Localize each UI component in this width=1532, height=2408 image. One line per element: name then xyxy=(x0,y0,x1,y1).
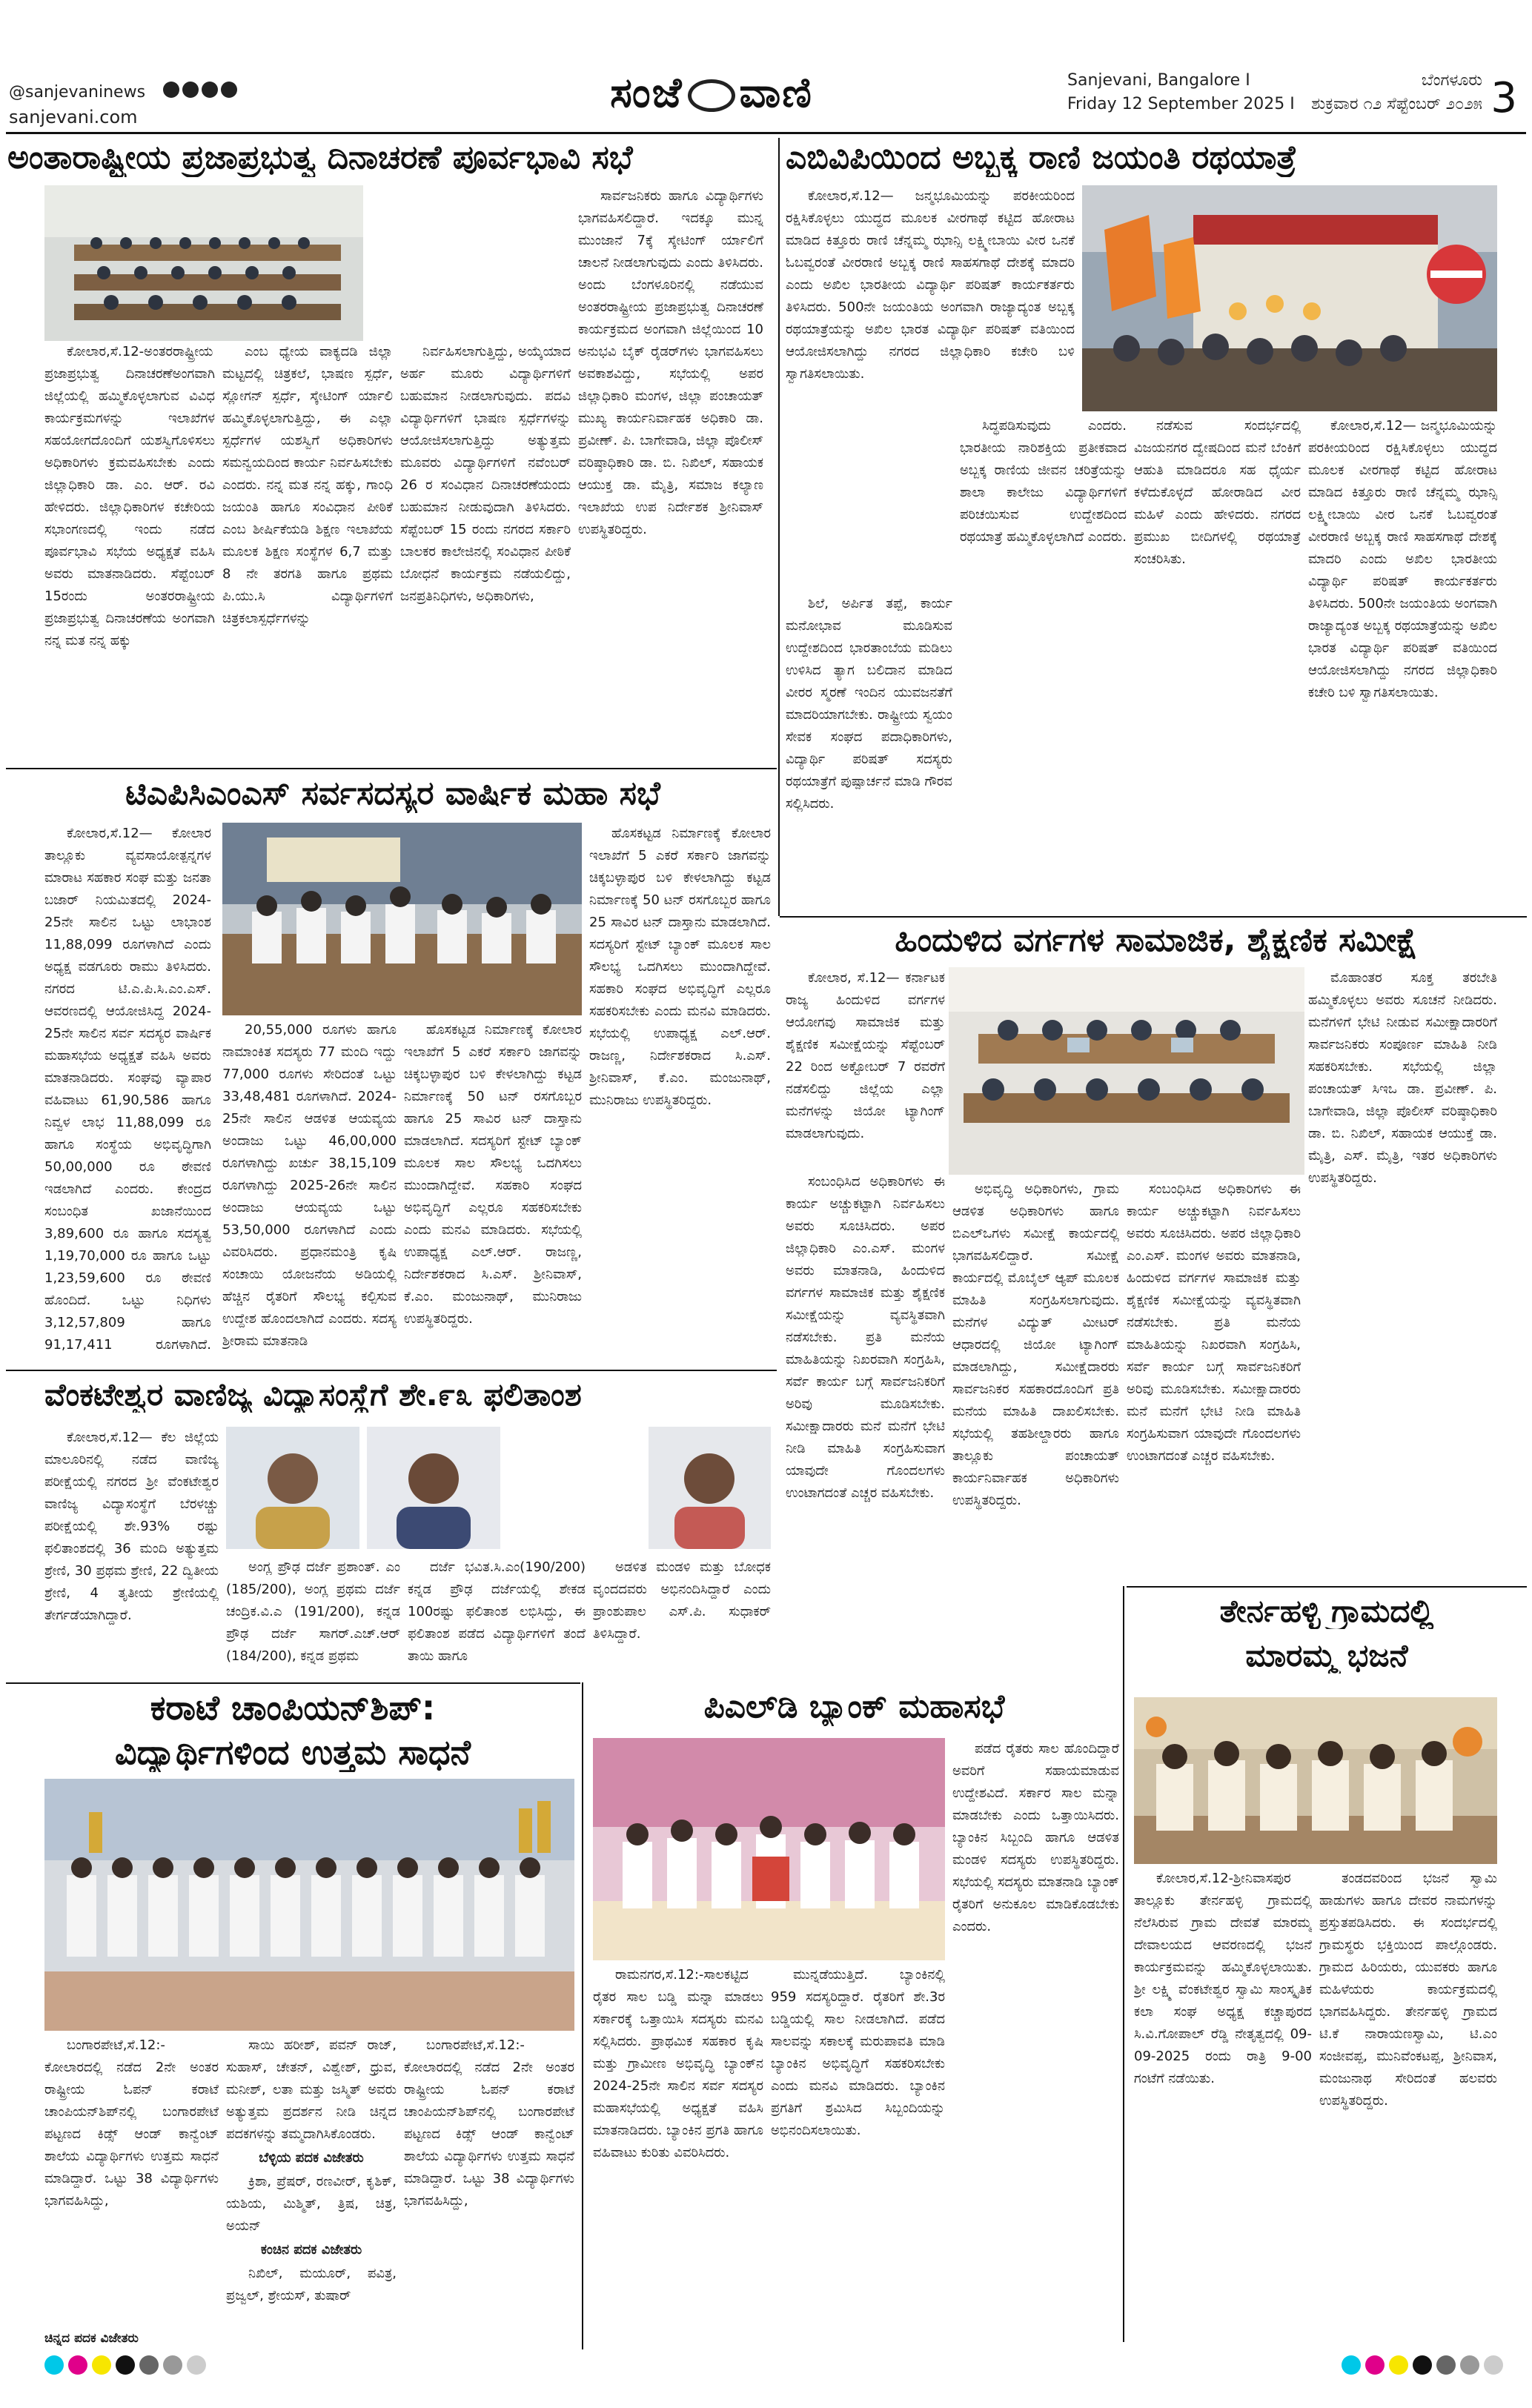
section-rule-5 xyxy=(1127,1586,1527,1588)
masthead-rule xyxy=(6,132,1526,134)
site-url: sanjevani.com xyxy=(9,107,138,127)
karate-group-image xyxy=(44,1779,574,2031)
maramma-column-1: ಕೋಲಾರ,ಸೆ.12-ಶ್ರೀನಿವಾಸಪುರ ತಾಲ್ಲೂಕು ತೇರ್ನಹಳ್ಳಿ ಗ್ರಾಮದಲ್ಲಿ ನೆಲೆಸಿರುವ ಗ್ರಾಮ ದೇವತೆ ಮಾರಮ್ಮ ದೇವಾಲಯದ ಆವರಣದಲ್ಲಿ ಭಜನೆ ಕಾರ್ಯಕ್ರಮವನ್ನು ಹಮ್ಮಿಕೊಳ್ಳಲಾಯಿತು. ಶ್ರೀ ಲಕ್ಷ್ಮಿ ವೆಂಕಟೇಶ್ವರ ಸ್ವಾಮಿ ಸಾಂಸ್ಕೃತಿಕ ಕಲಾ ಸಂಘ ಅಧ್ಯಕ್ಷ ಕಚ್ಚಾಪುರದ ಸಿ.ವಿ.ಗೋಪಾಲ್ ರೆಡ್ಡಿ ನೇತೃತ್ವದಲ್ಲಿ 09-09-2025 ರಂದು ರಾತ್ರಿ 9-00 ಗಂಟೆಗೆ ನಡೆಯಿತು. xyxy=(1134,1871,1312,2086)
bank-meeting-image xyxy=(593,1738,945,1960)
magenta-swatch xyxy=(1365,2355,1385,2375)
grey-swatch xyxy=(187,2355,206,2375)
gold-medal-label: ಚಿನ್ನದ ಪದಕ ವಿಜೇತರು xyxy=(44,2331,139,2346)
maramma-headline-line-1: ತೇರ್ನಹಳ್ಳಿ ಗ್ರಾಮದಲ್ಲಿ xyxy=(1219,1593,1434,1629)
student-portrait-icon xyxy=(649,1427,771,1549)
page-number: 3 xyxy=(1490,74,1517,122)
karate-photo xyxy=(44,1779,574,2031)
tapcms-column-2: 20,55,000 ರೂಗಳು ಹಾಗೂ ನಾಮಾಂಕಿತ ಸದಸ್ಯರು 77 ಮಂದಿ ಇದ್ದು 77,000 ರೂಗಳು ಸೇರಿದಂತೆ ಒಟ್ಟು 33,48,481 ರೂಗಳಾಗಿದೆ. 2024-25ನೇ ಸಾಲಿನ ಆಡಳಿತ ಆಯವ್ಯಯ ಅಂದಾಜು ಒಟ್ಟು 46,00,000 ರೂಗಳಾಗಿದ್ದು ಖರ್ಚು 38,15,109 ರೂಗಳಾಗಿದ್ದು 2025-26ನೇ ಸಾಲಿನ ಅಂದಾಜು ಆಯವ್ಯಯ ಒಟ್ಟು 53,50,000 ರೂಗಳಾಗಿದೆ ಎಂದು ವಿವರಿಸಿದರು. ಪ್ರಧಾನಮಂತ್ರಿ ಕೃಷಿ ಸಂಚಾಯಿ ಯೋಜನೆಯ ಅಡಿಯಲ್ಲಿ ಹೆಚ್ಚಿನ ರೈತರಿಗೆ ಸೌಲಭ್ಯ ಕಲ್ಪಿಸುವ ಉದ್ದೇಶ ಹೊಂದಲಾಗಿದೆ ಎಂದರು. ಸದಸ್ಯ ಶ್ರೀರಾಮ ಮಾತನಾಡಿ xyxy=(222,1022,397,1349)
venkateshwara-column-4: ಅಡಳಿತ ಮಂಡಳಿ ಮತ್ತು ಬೋಧಕ ವೃಂದದವರು ಅಭಿನಂದಿಸಿದ್ದಾರೆ ಎಂದು ಪ್ರಾಂಶುಪಾಲ ಎಸ್.ಪಿ. ಸುಧಾಕರ್ ತಿಳಿಸಿದ್ದಾರೆ. xyxy=(593,1559,771,1642)
color-registration-right xyxy=(1342,2355,1503,2375)
rath-yatra-image xyxy=(1082,185,1497,411)
venkateshwara-column-3: ದರ್ಜೆ ಭವಿತ.ಸಿ.ಎಂ(190/200) ಕನ್ನಡ ಪ್ರೌಢ ದರ್ಜೆಯಲ್ಲಿ ಶೇಕಡ 100ರಷ್ಟು ಫಲಿತಾಂಶ ಲಭಿಸಿದ್ದು, ಈ ಫಲಿತಾಂಶ ಪಡೆದ ವಿದ್ಯಾರ್ಥಿಗಳಿಗೆ ತಂದೆ ತಾಯಿ ಹಾಗೂ xyxy=(408,1559,586,1664)
survey-column-1: ಕೋಲಾರ, ಸೆ.12— ಕರ್ನಾಟಕ ರಾಜ್ಯ ಹಿಂದುಳಿದ ವರ್ಗಗಳ ಆಯೋಗವು ಸಾಮಾಜಿಕ ಮತ್ತು ಶೈಕ್ಷಣಿಕ ಸಮೀಕ್ಷೆಯನ್ನು ಸೆಪ್ಟೆಂಬರ್ 22 ರಿಂದ ಅಕ್ಟೋಬರ್ 7 ರವರೆಗೆ ನಡೆಸಲಿದ್ದು ಜಿಲ್ಲೆಯ ಎಲ್ಲಾ ಮನೆಗಳನ್ನು ಜಿಯೋ ಟ್ಯಾಗಿಂಗ್ ಮಾಡಲಾಗುವುದು. xyxy=(786,970,945,1141)
grey-swatch xyxy=(1460,2355,1479,2375)
meeting-hall-image xyxy=(44,185,363,341)
instagram-icon xyxy=(202,82,218,98)
meeting-stage-image xyxy=(222,823,582,1015)
twitter-icon xyxy=(221,82,237,98)
city-line: Sanjevani, Bangalore I xyxy=(1067,71,1250,90)
yellow-swatch xyxy=(92,2355,111,2375)
democracy-photo xyxy=(44,185,363,341)
pld-column-2: ಮುನ್ನಡೆಯುತ್ತಿದೆ. ಬ್ಯಾಂಕಿನಲ್ಲಿ 959 ಸದಸ್ಯರಿದ್ದಾರೆ. ರೈತರಿಗೆ ಶೇ.3ರ ಬಡ್ಡಿಯಲ್ಲಿ ಸಾಲ ನೀಡಲಾಗಿದೆ. ಪಡೆದ ಸಾಲವನ್ನು ಸಕಾಲಕ್ಕೆ ಮರುಪಾವತಿ ಮಾಡಿ ಬ್ಯಾಂಕಿನ ಅಭಿವೃದ್ಧಿಗೆ ಸಹಕರಿಸಬೇಕು ಎಂದು ಮನವಿ ಮಾಡಿದರು. ಬ್ಯಾಂಕಿನ ಪ್ರಗತಿಗೆ ಶ್ರಮಿಸಿದ ಸಿಬ್ಬಂದಿಯನ್ನು ಅಭಿನಂದಿಸಲಾಯಿತು. xyxy=(771,1967,945,2138)
tapcms-photo xyxy=(222,823,582,1015)
abbakka-column-3: ಸಿದ್ಧಪಡಿಸುವುದು ಎಂದರು. ಭಾರತೀಯ ನಾರಿಶಕ್ತಿಯ ಪ್ರತೀಕವಾದ ಅಬ್ಬಕ್ಕ ರಾಣಿಯ ಜೀವನ ಚರಿತ್ರೆಯನ್ನು ಶಾಲಾ ಕಾಲೇಜು ವಿದ್ಯಾರ್ಥಿಗಳಿಗೆ ಪರಿಚಯಿಸುವ ಉದ್ದೇಶದಿಂದ ರಥಯಾತ್ರೆ ಹಮ್ಮಿಕೊಳ್ಳಲಾಗಿದೆ ಎಂದರು. xyxy=(960,418,1127,545)
abbakka-headline: ಎಬಿವಿಪಿಯಿಂದ ಅಬ್ಬಕ್ಕ ರಾಣಿ ಜಯಂತಿ ರಥಯಾತ್ರೆ xyxy=(786,139,1297,176)
venkateshwara-column-1: ಕೋಲಾರ,ಸೆ.12— ಕೆಲ ಜಿಲ್ಲೆಯ ಮಾಲೂರಿನಲ್ಲಿ ನಡೆದ ವಾಣಿಜ್ಯ ಪರೀಕ್ಷೆಯಲ್ಲಿ ನಗರದ ಶ್ರೀ ವೆಂಕಟೇಶ್ವರ ವಾಣಿಜ್ಯ ವಿದ್ಯಾಸಂಸ್ಥೆಗೆ ಬೆರಳಚ್ಚು ಪರೀಕ್ಷೆಯಲ್ಲಿ ಶೇ.93% ರಷ್ಟು ಫಲಿತಾಂಶದಲ್ಲಿ 36 ಮಂದಿ ಅತ್ಯುತ್ತಮ ಶ್ರೇಣಿ, 30 ಪ್ರಥಮ ಶ್ರೇಣಿ, 22 ದ್ವಿತೀಯ ಶ್ರೇಣಿ, 4 ತೃತೀಯ ಶ್ರೇಣಿಯಲ್ಲಿ ತೇರ್ಗಡೆಯಾಗಿದ್ದಾರೆ. xyxy=(44,1430,219,1623)
survey-photo xyxy=(949,967,1304,1175)
pld-column-3: ಪಡೆದ ರೈತರು ಸಾಲ ಹೊಂದಿದ್ದಾರೆ ಅವರಿಗೆ ಸಹಾಯಮಾಡುವ ಉದ್ದೇಶವಿದೆ. ಸರ್ಕಾರ ಸಾಲ ಮನ್ನಾ ಮಾಡಬೇಕು ಎಂದು ಒತ್ತಾಯಿಸಿದರು. ಬ್ಯಾಂಕಿನ ಸಿಬ್ಬಂದಿ ಹಾಗೂ ಆಡಳಿತ ಮಂಡಳಿ ಸದಸ್ಯರು ಉಪಸ್ಥಿತರಿದ್ದರು. ಸಭೆಯಲ್ಲಿ ಸದಸ್ಯರು ಮಾತನಾಡಿ ಬ್ಯಾಂಕ್ ರೈತರಿಗೆ ಅನುಕೂಲ ಮಾಡಿಕೊಡಬೇಕು ಎಂದರು. xyxy=(952,1741,1119,1934)
bronze-medal-winners: ನಿಖಿಲ್, ಮಯೂರ್, ಪವಿತ್ರ, ಪ್ರಜ್ವಲ್, ಶ್ರೇಯಸ್, ತುಷಾರ್ xyxy=(226,2266,397,2303)
grey-swatch xyxy=(1436,2355,1456,2375)
tapcms-headline: ಟಿಎಪಿಸಿಎಂಎಸ್ ಸರ್ವಸದಸ್ಯರ ವಾರ್ಷಿಕ ಮಹಾ ಸಭೆ xyxy=(125,775,660,812)
pld-column-1: ರಾಮನಗರ,ಸೆ.12:-ಸಾಲಕಟ್ಟಿದ ರೈತರ ಸಾಲ ಬಡ್ಡಿ ಮನ್ನಾ ಮಾಡಲು ಸರ್ಕಾರಕ್ಕೆ ಒತ್ತಾಯಿಸಿ ಸದಸ್ಯರು ಮನವಿ ಸಲ್ಲಿಸಿದರು. ಪ್ರಾಥಮಿಕ ಸಹಕಾರ ಕೃಷಿ ಮತ್ತು ಗ್ರಾಮೀಣ ಅಭಿವೃದ್ಧಿ ಬ್ಯಾಂಕ್‌ನ 2024-25ನೇ ಸಾಲಿನ ಸರ್ವ ಸದಸ್ಯರ ಮಹಾಸಭೆಯಲ್ಲಿ ಅಧ್ಯಕ್ಷತೆ ವಹಿಸಿ ಮಾತನಾಡಿದರು. ಬ್ಯಾಂಕಿನ ಪ್ರಗತಿ ಹಾಗೂ ವಹಿವಾಟು ಕುರಿತು ವಿವರಿಸಿದರು. xyxy=(593,1967,763,2160)
abbakka-photo xyxy=(1082,185,1497,411)
maramma-photo xyxy=(1134,1697,1497,1864)
student-portrait-icon xyxy=(367,1427,500,1549)
student-portrait-icon xyxy=(226,1427,359,1549)
abbakka-column-2: ಶಿಲೆ, ಅರ್ಪಿತ ತಪ್ಪೆ, ಕಾರ್ಯ ಮನೋಭಾವ ಮೂಡಿಸುವ ಉದ್ದೇಶದಿಂದ ಭಾರತಾಂಬೆಯ ಮಡಿಲು ಉಳಿಸಿದ ತ್ಯಾಗ ಬಲಿದಾನ ಮಾಡಿದ ವೀರರ ಸ್ಮರಣೆ ಇಂದಿನ ಯುವಜನತೆಗೆ ಮಾದರಿಯಾಗಬೇಕು. ರಾಷ್ಟ್ರೀಯ ಸ್ವಯಂ ಸೇವಕ ಸಂಘದ ಪದಾಧಿಕಾರಿಗಳು, ವಿದ್ಯಾರ್ಥಿ ಪರಿಷತ್ ಸದಸ್ಯರು ರಥಯಾತ್ರೆಗೆ ಪುಷ್ಪಾರ್ಚನೆ ಮಾಡಿ ಗೌರವ ಸಲ್ಲಿಸಿದರು. xyxy=(786,596,952,812)
edition-info xyxy=(1067,71,1482,119)
pld-photo xyxy=(593,1738,945,1960)
silver-medal-label: ಬೆಳ್ಳಿಯ ಪದಕ ವಿಜೇತರು xyxy=(259,2150,364,2166)
color-registration-left xyxy=(44,2355,206,2375)
karate-headline-line-2: ವಿದ್ಯಾರ್ಥಿಗಳಿಂದ ಉತ್ತಮ ಸಾಧನೆ xyxy=(114,1733,471,1772)
vertical-divider xyxy=(778,138,780,916)
yellow-swatch xyxy=(1389,2355,1408,2375)
silver-medal-winners: ಕ್ರಿಶಾ, ಪ್ರೆಷರ್, ರಣವೀರ್, ಕೃಶಿಕ್, ಯಶಿಯ, ಮಿಶ್ಮಿತ್, ತ್ರಿಷ, ಚಿತ್ರ, ಅಯನ್ xyxy=(226,2174,397,2234)
abbakka-column-4: ನಡೆಸುವ ಸಂದರ್ಭದಲ್ಲಿ ವಿಜಯನಗರ ದ್ವೇಷದಿಂದ ಮನೆ ಬೆಂಕಿಗೆ ಆಹುತಿ ಮಾಡಿದರೂ ಸಹ ಧೈರ್ಯ ಕಳೆದುಕೊಳ್ಳದೆ ಹೋರಾಡಿದ ವೀರ ಮಹಿಳೆ ಎಂದು ಹೇಳಿದರು. ನಗರದ ಪ್ರಮುಖ ಬೀದಿಗಳಲ್ಲಿ ರಥಯಾತ್ರೆ ಸಂಚರಿಸಿತು. xyxy=(1134,418,1301,567)
magenta-swatch xyxy=(68,2355,87,2375)
vertical-divider-2 xyxy=(582,1682,583,2349)
maramma-column-2: ತಂಡದವರಿಂದ ಭಜನೆ ಸ್ವಾಮಿ ಹಾಡುಗಳು ಹಾಗೂ ದೇವರ ನಾಮಗಳನ್ನು ಪ್ರಸ್ತುತಪಡಿಸಿದರು. ಈ ಸಂದರ್ಭದಲ್ಲಿ ಗ್ರಾಮಸ್ಥರು ಭಕ್ತಿಯಿಂದ ಪಾಲ್ಗೊಂಡರು. ಗ್ರಾಮದ ಹಿರಿಯರು, ಯುವಕರು ಹಾಗೂ ಮಹಿಳೆಯರು ಕಾರ್ಯಕ್ರಮದಲ್ಲಿ ಭಾಗವಹಿಸಿದ್ದರು. ತೇರ್ನಹಳ್ಳಿ ಗ್ರಾಮದ ಟಿ.ಕೆ ನಾರಾಯಣಸ್ವಾಮಿ, ಟಿ.ಎಂ ಸಂಜೀವಪ್ಪ, ಮುನಿವೆಂಕಟಪ್ಪ, ಶ್ರೀನಿವಾಸ, ಮಂಜುನಾಥ ಸೇರಿದಂತೆ ಹಲವರು ಉಪಸ್ಥಿತರಿದ್ದರು. xyxy=(1319,1871,1497,2109)
grey-swatch xyxy=(163,2355,182,2375)
democracy-column-3: ನಿರ್ವಹಿಸಲಾಗುತ್ತಿದ್ದು, ಅಯ್ಕೆಯಾದ ಅರ್ಹ ಮೂರು ವಿದ್ಯಾರ್ಥಿಗಳಿಗೆ ಬಹುಮಾನ ನೀಡಲಾಗುವುದು. ಪದವಿ ವಿದ್ಯಾರ್ಥಿಗಳಿಗೆ ಭಾಷಣ ಸ್ಪರ್ಧೆಗಳನ್ನು ಆಯೋಜಿಸಲಾಗುತ್ತಿದ್ದು ಅತ್ಯುತ್ತಮ ಮೂವರು ವಿದ್ಯಾರ್ಥಿಗಳಿಗೆ ನವೆಂಬರ್ 26 ರ ಸಂವಿಧಾನ ದಿನಾಚರಣೆಯಂದು ಬಹುಮಾನ ನೀಡುವುದಾಗಿ ತಿಳಿಸಿದರು. ಸೆಪ್ಟೆಂಬರ್ 15 ರಂದು ನಗರದ ಸರ್ಕಾರಿ ಬಾಲಕರ ಕಾಲೇಜಿನಲ್ಲಿ ಸಂವಿಧಾನ ಪೀಠಿಕೆ ಬೋಧನೆ ಕಾರ್ಯಕ್ರಮ ನಡೆಯಲಿದ್ದು, ಜನಪ್ರತಿನಿಧಿಗಳು, ಅಧಿಕಾರಿಗಳು, xyxy=(400,344,571,604)
city-kannada: ಬೆಂಗಳೂರು xyxy=(1421,71,1482,90)
social-icons xyxy=(163,82,237,98)
whatsapp-icon xyxy=(182,82,199,98)
survey-column-2: ಸಂಬಂಧಿಸಿದ ಅಧಿಕಾರಿಗಳು ಈ ಕಾರ್ಯ ಅಚ್ಚುಕಟ್ಟಾಗಿ ನಿರ್ವಹಿಸಲು ಅವರು ಸೂಚಿಸಿದರು. ಅಪರ ಜಿಲ್ಲಾಧಿಕಾರಿ ಎಂ.ಎಸ್. ಮಂಗಳ ಅವರು ಮಾತನಾಡಿ, ಹಿಂದುಳಿದ ವರ್ಗಗಳ ಸಾಮಾಜಿಕ ಮತ್ತು ಶೈಕ್ಷಣಿಕ ಸಮೀಕ್ಷೆಯನ್ನು ವ್ಯವಸ್ಥಿತವಾಗಿ ನಡೆಸಬೇಕು. ಪ್ರತಿ ಮನೆಯ ಮಾಹಿತಿಯನ್ನು ನಿಖರವಾಗಿ ಸಂಗ್ರಹಿಸಿ, ಸರ್ವೆ ಕಾರ್ಯ ಬಗ್ಗೆ ಸಾರ್ವಜನಿಕರಿಗೆ ಅರಿವು ಮೂಡಿಸಬೇಕು. ಸಮೀಕ್ಷಾದಾರರು ಮನೆ ಮನೆಗೆ ಭೇಟಿ ನೀಡಿ ಮಾಹಿತಿ ಸಂಗ್ರಹಿಸುವಾಗ ಯಾವುದೇ ಗೊಂದಲಗಳು ಉಂಟಾಗದಂತೆ ಎಚ್ಚರ ವಹಿಸಬೇಕು. xyxy=(786,1174,945,1501)
student-photo-1 xyxy=(226,1427,359,1549)
tapcms-column-3a: ಹೊಸಕಟ್ಟಡ ನಿರ್ಮಾಣಕ್ಕೆ ಕೋಲಾರ ಇಲಾಖೆಗೆ 5 ಎಕರೆ ಸರ್ಕಾರಿ ಜಾಗವನ್ನು ಚಿಕ್ಕಬಳ್ಳಾಪುರ ಬಳಿ ಕೇಳಲಾಗಿದ್ದು ಕಟ್ಟಡ ನಿರ್ಮಾಣಕ್ಕೆ 50 ಟನ್ ರಸಗೊಬ್ಬರ ಹಾಗೂ 25 ಸಾವಿರ ಟನ್ ದಾಸ್ತಾನು ಮಾಡಲಾಗಿದೆ. ಸದಸ್ಯರಿಗೆ ಸ್ಟೇಟ್ ಬ್ಯಾಂಕ್ ಮೂಲಕ ಸಾಲ ಸೌಲಭ್ಯ ಒದಗಿಸಲು ಮುಂದಾಗಿದ್ದೇವೆ. ಸಹಕಾರಿ ಸಂಘದ ಅಭಿವೃದ್ಧಿಗೆ ಎಲ್ಲರೂ ಸಹಕರಿಸಬೇಕು ಎಂದು ಮನವಿ ಮಾಡಿದರು. ಸಭೆಯಲ್ಲಿ ಉಪಾಧ್ಯಕ್ಷ ಎಲ್.ಆರ್. ರಾಜಣ್ಣ, ನಿರ್ದೇಶಕರಾದ ಸಿ.ಎಸ್. ಶ್ರೀನಿವಾಸ್, ಕೆ.ಎಂ. ಮಂಜುನಾಥ್, ಮುನಿರಾಜು ಉಪಸ್ಥಿತರಿದ್ದರು. xyxy=(404,1022,582,1327)
democracy-column-2: ಎಂಬ ಧ್ಯೇಯ ವಾಕ್ಯದಡಿ ಜಿಲ್ಲಾ ಮಟ್ಟದಲ್ಲಿ ಚಿತ್ರಕಲೆ, ಭಾಷಣ ಸ್ಪರ್ಧೆ, ಸ್ಲೋಗನ್ ಸ್ಪರ್ಧೆ, ಸ್ಕೇಟಿಂಗ್ ರ್ಯಾಲಿ ಹಮ್ಮಿಕೊಳ್ಳಲಾಗುತ್ತಿದ್ದು, ಈ ಎಲ್ಲಾ ಸ್ಪರ್ಧೆಗಳ ಯಶಸ್ವಿಗೆ ಅಧಿಕಾರಿಗಳು ಸಮನ್ವಯದಿಂದ ಕಾರ್ಯ ನಿರ್ವಹಿಸಬೇಕು ಎಂದರು. ನನ್ನ ಮತ ನನ್ನ ಹಕ್ಕು, ಗಾಂಧಿ ಜಯಂತಿ ಹಾಗೂ ಸಂವಿಧಾನ ಪೀಠಿಕೆ ಎಂಬ ಶೀರ್ಷಿಕೆಯಡಿ ಶಿಕ್ಷಣ ಇಲಾಖೆಯ ಮೂಲಕ ಶಿಕ್ಷಣ ಸಂಸ್ಥೆಗಳ 6,7 ಮತ್ತು 8 ನೇ ತರಗತಿ ಹಾಗೂ ಪ್ರಥಮ ಪಿ.ಯು.ಸಿ ವಿದ್ಯಾರ್ಥಿಗಳಿಗೆ ಚಿತ್ರಕಲಾಸ್ಪರ್ಧೆಗಳನ್ನು xyxy=(222,344,393,626)
pld-headline: ಪಿಎಲ್‌ಡಿ ಬ್ಯಾಂಕ್ ಮಹಾಸಭೆ xyxy=(703,1688,1005,1725)
section-rule-3 xyxy=(780,916,1527,918)
masthead xyxy=(0,0,1532,145)
student-photo-2 xyxy=(367,1427,500,1549)
black-swatch xyxy=(1413,2355,1432,2375)
grey-swatch xyxy=(139,2355,159,2375)
survey-column-3b: ಸಂಬಂಧಿಸಿದ ಅಧಿಕಾರಿಗಳು ಈ ಕಾರ್ಯ ಅಚ್ಚುಕಟ್ಟಾಗಿ ನಿರ್ವಹಿಸಲು ಅವರು ಸೂಚಿಸಿದರು. ಅಪರ ಜಿಲ್ಲಾಧಿಕಾರಿ ಎಂ.ಎಸ್. ಮಂಗಳ ಅವರು ಮಾತನಾಡಿ, ಹಿಂದುಳಿದ ವರ್ಗಗಳ ಸಾಮಾಜಿಕ ಮತ್ತು ಶೈಕ್ಷಣಿಕ ಸಮೀಕ್ಷೆಯನ್ನು ವ್ಯವಸ್ಥಿತವಾಗಿ ನಡೆಸಬೇಕು. ಪ್ರತಿ ಮನೆಯ ಮಾಹಿತಿಯನ್ನು ನಿಖರವಾಗಿ ಸಂಗ್ರಹಿಸಿ, ಸರ್ವೆ ಕಾರ್ಯ ಬಗ್ಗೆ ಸಾರ್ವಜನಿಕರಿಗೆ ಅರಿವು ಮೂಡಿಸಬೇಕು. ಸಮೀಕ್ಷಾದಾರರು ಮನೆ ಮನೆಗೆ ಭೇಟಿ ನೀಡಿ ಮಾಹಿತಿ ಸಂಗ್ರಹಿಸುವಾಗ ಯಾವುದೇ ಗೊಂದಲಗಳು ಉಂಟಾಗದಂತೆ ಎಚ್ಚರ ವಹಿಸಬೇಕು. xyxy=(1127,1181,1301,1464)
logo-left: ಸಂಜೆ xyxy=(610,68,683,117)
section-rule-4 xyxy=(6,1682,580,1684)
grey-swatch xyxy=(1484,2355,1503,2375)
newspaper-logo xyxy=(519,68,904,127)
section-rule xyxy=(6,768,777,769)
survey-column-4: ಮೊಹಾಂತರ ಸೂಕ್ತ ತರಬೇತಿ ಹಮ್ಮಿಕೊಳ್ಳಲು ಅವರು ಸೂಚನೆ ನೀಡಿದರು. ಮನೆಗಳಿಗೆ ಭೇಟಿ ನೀಡುವ ಸಮೀಕ್ಷಾದಾರರಿಗೆ ಸಾರ್ವಜನಿಕರು ಸಂಪೂರ್ಣ ಮಾಹಿತಿ ನೀಡಿ ಸಹಕರಿಸಬೇಕು. ಸಭೆಯಲ್ಲಿ ಜಿಲ್ಲಾ ಪಂಚಾಯತ್ ಸಿಇಒ ಡಾ. ಪ್ರವೀಣ್. ಪಿ. ಬಾಗೇವಾಡಿ, ಜಿಲ್ಲಾ ಪೊಲೀಸ್ ವರಿಷ್ಠಾಧಿಕಾರಿ ಡಾ. ಬಿ. ನಿಖಿಲ್, ಸಹಾಯಕ ಆಯುಕ್ತೆ ಡಾ. ಮೈತ್ರಿ, ಎಸ್. ಮೈತ್ರಿ, ಇತರ ಅಧಿಕಾರಿಗಳು ಉಪಸ್ಥಿತರಿದ್ದರು. xyxy=(1308,970,1497,1186)
bhajan-image xyxy=(1134,1697,1497,1864)
maramma-headline-line-2: ಮಾರಮ್ಮ ಭಜನೆ xyxy=(1245,1638,1408,1674)
logo-right: ವಾಣಿ xyxy=(739,68,813,117)
facebook-icon xyxy=(163,82,179,98)
meeting-room-image xyxy=(949,967,1304,1175)
student-photo-4 xyxy=(649,1427,771,1549)
survey-column-3: ಅಭಿವೃದ್ಧಿ ಅಧಿಕಾರಿಗಳು, ಗ್ರಾಮ ಆಡಳಿತ ಅಧಿಕಾರಿಗಳು ಹಾಗೂ ಬಿಎಲ್‌ಒಗಳು ಸಮೀಕ್ಷೆ ಕಾರ್ಯದಲ್ಲಿ ಭಾಗವಹಿಸಲಿದ್ದಾರೆ. ಸಮೀಕ್ಷೆ ಕಾರ್ಯದಲ್ಲಿ ಮೊಬೈಲ್ ಆ್ಯಪ್ ಮೂಲಕ ಮಾಹಿತಿ ಸಂಗ್ರಹಿಸಲಾಗುವುದು. ಮನೆಗಳ ವಿದ್ಯುತ್ ಮೀಟರ್ ಆಧಾರದಲ್ಲಿ ಜಿಯೋ ಟ್ಯಾಗಿಂಗ್ ಮಾಡಲಾಗಿದ್ದು, ಸಮೀಕ್ಷೆದಾರರು ಸಾರ್ವಜನಿಕರ ಸಹಕಾರದೊಂದಿಗೆ ಪ್ರತಿ ಮನೆಯ ಮಾಹಿತಿ ದಾಖಲಿಸಬೇಕು. ಸಭೆಯಲ್ಲಿ ತಹಶೀಲ್ದಾರರು ಹಾಗೂ ತಾಲ್ಲೂಕು ಪಂಚಾಯತ್ ಕಾರ್ಯನಿರ್ವಾಹಕ ಅಧಿಕಾರಿಗಳು ಉಪಸ್ಥಿತರಿದ್ದರು. xyxy=(952,1181,1119,1508)
karate-column-2: ಸಾಯಿ ಹರೀಶ್, ಪವನ್ ರಾಜ್, ಸುಹಾಸ್, ಚೇತನ್, ವಿಶ್ವೇಶ್, ಧ್ರುವ, ಮನೀಶ್, ಲತಾ ಮತ್ತು ಜಸ್ಮಿತ್ ಅವರು ಅತ್ಯುತ್ತಮ ಪ್ರದರ್ಶನ ನೀಡಿ ಚಿನ್ನದ ಪದಕಗಳನ್ನು ತಮ್ಮದಾಗಿಸಿಕೊಂಡರು. ಬೆಳ್ಳಿಯ ಪದಕ ವಿಜೇತರು ಕ್ರಿಶಾ, ಪ್ರೆಷರ್, ರಣವೀರ್, ಕೃಶಿಕ್, ಯಶಿಯ, ಮಿಶ್ಮಿತ್, ತ್ರಿಷ, ಚಿತ್ರ, ಅಯನ್ ಕಂಚಿನ ಪದಕ ವಿಜೇತರು ನಿಖಿಲ್, ಮಯೂರ್, ಪವಿತ್ರ, ಪ್ರಜ್ವಲ್, ಶ್ರೇಯಸ್, ತುಷಾರ್ xyxy=(226,2034,397,2327)
democracy-column-1: ಕೋಲಾರ,ಸೆ.12-ಅಂತರರಾಷ್ಟ್ರೀಯ ಪ್ರಜಾಪ್ರಭುತ್ವ ದಿನಾಚರಣೆಅಂಗವಾಗಿ ಜಿಲ್ಲೆಯಲ್ಲಿ ಹಮ್ಮಿಕೊಳ್ಳಲಾಗುವ ವಿವಿಧ ಕಾರ್ಯಕ್ರಮಗಳನ್ನು ಇಲಾಖೆಗಳ ಸಹಯೋಗದೊಂದಿಗೆ ಯಶಸ್ವಿಗೊಳಿಸಲು ಅಧಿಕಾರಿಗಳು ಕ್ರಮವಹಿಸಬೇಕು ಎಂದು ಜಿಲ್ಲಾಧಿಕಾರಿ ಡಾ. ಎಂ. ಆರ್. ರವಿ ಹೇಳಿದರು. ಜಿಲ್ಲಾಧಿಕಾರಿಗಳ ಕಚೇರಿಯ ಸಭಾಂಗಣದಲ್ಲಿ ಇಂದು ನಡೆದ ಪೂರ್ವಭಾವಿ ಸಭೆಯ ಅಧ್ಯಕ್ಷತೆ ವಹಿಸಿ ಅವರು ಮಾತನಾಡಿದರು. ಸೆಪ್ಟೆಂಬರ್ 15ರಂದು ಅಂತರರಾಷ್ಟ್ರೀಯ ಪ್ರಜಾಪ್ರಭುತ್ವ ದಿನಾಚರಣೆಯ ಅಂಗವಾಗಿ ನನ್ನ ಮತ ನನ್ನ ಹಕ್ಕು xyxy=(44,344,215,649)
date-english: Friday 12 September 2025 I xyxy=(1067,95,1295,113)
venkateshwara-headline: ವೆಂಕಟೇಶ್ವರ ವಾಣಿಜ್ಯ ವಿದ್ಯಾಸಂಸ್ಥೆಗೆ ಶೇ.೯೩ ಫಲಿತಾಂಶ xyxy=(44,1377,582,1413)
venkateshwara-column-2: ಅಂಗ್ಲ ಪ್ರೌಢ ದರ್ಜೆ ಪ್ರಶಾಂತ್. ಎಂ (185/200), ಅಂಗ್ಲ ಪ್ರಥಮ ದರ್ಜೆ ಚಂದ್ರಿಕ.ವಿ.ಎ (191/200), ಕನ್ನಡ ಪ್ರೌಢ ದರ್ಜೆ ಸಾಗರ್.ಎಚ್.ಆರ್ (184/200), ಕನ್ನಡ ಪ್ರಥಮ xyxy=(226,1559,400,1664)
cyan-swatch xyxy=(1342,2355,1361,2375)
bronze-medal-label: ಕಂಚಿನ ಪದಕ ವಿಜೇತರು xyxy=(260,2242,362,2258)
black-swatch xyxy=(116,2355,135,2375)
logo-swirl-icon xyxy=(688,79,735,112)
karate-column-1: ಬಂಗಾರಪೇಟೆ,ಸೆ.12:-ಕೋಲಾರದಲ್ಲಿ ನಡೆದ 2ನೇ ಅಂತರ ರಾಷ್ಟ್ರೀಯ ಓಪನ್ ಕರಾಟೆ ಚಾಂಪಿಯನ್‌ಶಿಪ್‌ನಲ್ಲಿ ಬಂಗಾರಪೇಟೆ ಪಟ್ಟಣದ ಕಿಡ್ಸ್ ಆಂಡ್ ಕಾನ್ವೆಂಟ್ ಶಾಲೆಯ ವಿದ್ಯಾರ್ಥಿಗಳು ಉತ್ತಮ ಸಾಧನೆ ಮಾಡಿದ್ದಾರೆ. ಒಟ್ಟು 38 ವಿದ್ಯಾರ್ಥಿಗಳು ಭಾಗವಹಿಸಿದ್ದು, xyxy=(44,2037,219,2209)
democracy-headline: ಅಂತಾರಾಷ್ಟ್ರೀಯ ಪ್ರಜಾಪ್ರಭುತ್ವ ದಿನಾಚರಣೆ ಪೂರ್ವಭಾವಿ ಸಭೆ xyxy=(7,139,633,176)
karate-column-3: ಬಂಗಾರಪೇಟೆ,ಸೆ.12:-ಕೋಲಾರದಲ್ಲಿ ನಡೆದ 2ನೇ ಅಂತರ ರಾಷ್ಟ್ರೀಯ ಓಪನ್ ಕರಾಟೆ ಚಾಂಪಿಯನ್‌ಶಿಪ್‌ನಲ್ಲಿ ಬಂಗಾರಪೇಟೆ ಪಟ್ಟಣದ ಕಿಡ್ಸ್ ಆಂಡ್ ಕಾನ್ವೆಂಟ್ ಶಾಲೆಯ ವಿದ್ಯಾರ್ಥಿಗಳು ಉತ್ತಮ ಸಾಧನೆ ಮಾಡಿದ್ದಾರೆ. ಒಟ್ಟು 38 ವಿದ್ಯಾರ್ಥಿಗಳು ಭಾಗವಹಿಸಿದ್ದು, xyxy=(404,2037,574,2209)
section-rule-2 xyxy=(6,1370,777,1371)
abbakka-column-5: ಕೋಲಾರ,ಸೆ.12— ಜನ್ಮಭೂಮಿಯನ್ನು ಪರಕೀಯರಿಂದ ರಕ್ಷಿಸಿಕೊಳ್ಳಲು ಯುದ್ಧದ ಮೂಲಕ ವೀರಗಾಥೆ ಕಟ್ಟಿದ ಹೋರಾಟ ಮಾಡಿದ ಕಿತ್ತೂರು ರಾಣಿ ಚೆನ್ನಮ್ಮ ಝಾನ್ಸಿ ಲಕ್ಷ್ಮೀಬಾಯಿ ವೀರ ಒನಕೆ ಓಬವ್ವರಂತೆ ವೀರರಾಣಿ ಅಬ್ಬಕ್ಕ ರಾಣಿ ಸಾಹಸಗಾಥೆ ದೇಶಕ್ಕೆ ಮಾದರಿ ಎಂದು ಅಖಿಲ ಭಾರತೀಯ ವಿದ್ಯಾರ್ಥಿ ಪರಿಷತ್ ಕಾರ್ಯಕರ್ತರು ತಿಳಿಸಿದರು. 500ನೇ ಜಯಂತಿಯ ಅಂಗವಾಗಿ ರಾಜ್ಯಾದ್ಯಂತ ಅಬ್ಬಕ್ಕ ರಥಯಾತ್ರೆಯನ್ನು ಅಖಿಲ ಭಾರತ ವಿದ್ಯಾರ್ಥಿ ಪರಿಷತ್ ವತಿಯಿಂದ ಆಯೋಜಿಸಲಾಗಿದ್ದು ನಗರದ ಜಿಲ್ಲಾಧಿಕಾರಿ ಕಚೇರಿ ಬಳಿ ಸ್ವಾಗತಿಸಲಾಯಿತು. xyxy=(1308,418,1497,700)
tapcms-column-1: ಕೋಲಾರ,ಸೆ.12— ಕೋಲಾರ ತಾಲ್ಲೂಕು ವ್ಯವಸಾಯೋತ್ಪನ್ನಗಳ ಮಾರಾಟ ಸಹಕಾರ ಸಂಘ ಮತ್ತು ಜನತಾ ಬಜಾರ್ ನಿಯಮಿತದಲ್ಲಿ 2024-25ನೇ ಸಾಲಿನ ಒಟ್ಟು ಲಾಭಾಂಶ 11,88,099 ರೂಗಳಾಗಿದೆ ಎಂದು ಅಧ್ಯಕ್ಷ ವಡಗೂರು ರಾಮು ತಿಳಿಸಿದರು. ನಗರದ ಟಿ.ಎ.ಪಿ.ಸಿ.ಎಂ.ಎಸ್. ಆವರಣದಲ್ಲಿ ಆಯೋಜಿಸಿದ್ದ 2024-25ನೇ ಸಾಲಿನ ಸರ್ವ ಸದಸ್ಯರ ವಾರ್ಷಿಕ ಮಹಾಸಭೆಯ ಅಧ್ಯಕ್ಷತೆ ವಹಿಸಿ ಅವರು ಮಾತನಾಡಿದರು. ಸಂಘವು ವ್ಯಾಪಾರ ವಹಿವಾಟು 61,90,586 ಹಾಗೂ ನಿವ್ವಳ ಲಾಭ 11,88,099 ರೂ ಹಾಗೂ ಸಂಸ್ಥೆಯ ಅಭಿವೃದ್ಧಿಗಾಗಿ 50,00,000 ರೂ ಠೇವಣಿ ಇಡಲಾಗಿದೆ ಎಂದರು. ಕೇಂದ್ರದ ಸಂಬಂಧಿತ ಖಜಾನೆಯಿಂದ 3,89,600 ರೂ ಹಾಗೂ ಸದಸ್ಯತ್ವ 1,19,70,000 ರೂ ಹಾಗೂ ಒಟ್ಟು 1,23,59,600 ರೂ ಠೇವಣಿ ಹೊಂದಿದೆ. ಒಟ್ಟು ನಿಧಿಗಳು 3,12,57,809 ಹಾಗೂ 91,17,411 ರೂಗಳಾಗಿದೆ. xyxy=(44,826,211,1353)
cyan-swatch xyxy=(44,2355,64,2375)
survey-headline: ಹಿಂದುಳಿದ ವರ್ಗಗಳ ಸಾಮಾಜಿಕ, ಶೈಕ್ಷಣಿಕ ಸಮೀಕ್ಷೆ xyxy=(895,922,1418,959)
abbakka-column-1: ಕೋಲಾರ,ಸೆ.12— ಜನ್ಮಭೂಮಿಯನ್ನು ಪರಕೀಯರಿಂದ ರಕ್ಷಿಸಿಕೊಳ್ಳಲು ಯುದ್ಧದ ಮೂಲಕ ವೀರಗಾಥೆ ಕಟ್ಟಿದ ಹೋರಾಟ ಮಾಡಿದ ಕಿತ್ತೂರು ರಾಣಿ ಚೆನ್ನಮ್ಮ ಝಾನ್ಸಿ ಲಕ್ಷ್ಮೀಬಾಯಿ ವೀರ ಒನಕೆ ಓಬವ್ವರಂತೆ ವೀರರಾಣಿ ಅಬ್ಬಕ್ಕ ರಾಣಿ ಸಾಹಸಗಾಥೆ ದೇಶಕ್ಕೆ ಮಾದರಿ ಎಂದು ಅಖಿಲ ಭಾರತೀಯ ವಿದ್ಯಾರ್ಥಿ ಪರಿಷತ್ ಕಾರ್ಯಕರ್ತರು ತಿಳಿಸಿದರು. 500ನೇ ಜಯಂತಿಯ ಅಂಗವಾಗಿ ರಾಜ್ಯಾದ್ಯಂತ ಅಬ್ಬಕ್ಕ ರಥಯಾತ್ರೆಯನ್ನು ಅಖಿಲ ಭಾರತ ವಿದ್ಯಾರ್ಥಿ ಪರಿಷತ್ ವತಿಯಿಂದ ಆಯೋಜಿಸಲಾಗಿದ್ದು ನಗರದ ಜಿಲ್ಲಾಧಿಕಾರಿ ಕಚೇರಿ ಬಳಿ ಸ್ವಾಗತಿಸಲಾಯಿತು. xyxy=(786,188,1075,382)
social-handle: @sanjevaninews xyxy=(9,83,146,102)
vertical-divider-3 xyxy=(1123,1586,1124,2342)
karate-headline-line-1: ಕರಾಟೆ ಚಾಂಪಿಯನ್‌ಶಿಪ್: xyxy=(150,1688,436,1728)
democracy-column-4: ಸಾರ್ವಜನಿಕರು ಹಾಗೂ ವಿದ್ಯಾರ್ಥಿಗಳು ಭಾಗವಹಿಸಲಿದ್ದಾರೆ. ಇದಕ್ಕೂ ಮುನ್ನ ಮುಂಜಾನೆ 7ಕ್ಕೆ ಸ್ಕೇಟಿಂಗ್ ರ್ಯಾಲಿಗೆ ಚಾಲನೆ ನೀಡಲಾಗುವುದು ಎಂದು ತಿಳಿಸಿದರು. ಅಂದು ಬೆಂಗಳೂರಿನಲ್ಲಿ ನಡೆಯುವ ಅಂತರರಾಷ್ಟ್ರೀಯ ಪ್ರಜಾಪ್ರಭುತ್ವ ದಿನಾಚರಣೆ ಕಾರ್ಯಕ್ರಮದ ಅಂಗವಾಗಿ ಜಿಲ್ಲೆಯಿಂದ 10 ಅನುಭವಿ ಬೈಕ್ ರೈಡರ್‌ಗಳು ಭಾಗವಹಿಸಲು ಅವಕಾಶವಿದ್ದು, ಸಭೆಯಲ್ಲಿ ಅಪರ ಜಿಲ್ಲಾಧಿಕಾರಿ ಮಂಗಳ, ಜಿಲ್ಲಾ ಪಂಚಾಯತ್ ಮುಖ್ಯ ಕಾರ್ಯನಿರ್ವಾಹಕ ಅಧಿಕಾರಿ ಡಾ. ಪ್ರವೀಣ್. ಪಿ. ಬಾಗೇವಾಡಿ, ಜಿಲ್ಲಾ ಪೊಲೀಸ್ ವರಿಷ್ಠಾಧಿಕಾರಿ ಡಾ. ಬಿ. ನಿಖಿಲ್, ಸಹಾಯಕ ಆಯುಕ್ತ ಡಾ. ಮೈತ್ರಿ, ಸಮಾಜ ಕಲ್ಯಾಣ ಇಲಾಖೆಯ ಉಪ ನಿರ್ದೇಶಕ ಶ್ರೀನಿವಾಸ್ ಉಪಸ್ಥಿತರಿದ್ದರು. xyxy=(578,188,763,537)
tapcms-column-3: ಹೊಸಕಟ್ಟಡ ನಿರ್ಮಾಣಕ್ಕೆ ಕೋಲಾರ ಇಲಾಖೆಗೆ 5 ಎಕರೆ ಸರ್ಕಾರಿ ಜಾಗವನ್ನು ಚಿಕ್ಕಬಳ್ಳಾಪುರ ಬಳಿ ಕೇಳಲಾಗಿದ್ದು ಕಟ್ಟಡ ನಿರ್ಮಾಣಕ್ಕೆ 50 ಟನ್ ರಸಗೊಬ್ಬರ ಹಾಗೂ 25 ಸಾವಿರ ಟನ್ ದಾಸ್ತಾನು ಮಾಡಲಾಗಿದೆ. ಸದಸ್ಯರಿಗೆ ಸ್ಟೇಟ್ ಬ್ಯಾಂಕ್ ಮೂಲಕ ಸಾಲ ಸೌಲಭ್ಯ ಒದಗಿಸಲು ಮುಂದಾಗಿದ್ದೇವೆ. ಸಹಕಾರಿ ಸಂಘದ ಅಭಿವೃದ್ಧಿಗೆ ಎಲ್ಲರೂ ಸಹಕರಿಸಬೇಕು ಎಂದು ಮನವಿ ಮಾಡಿದರು. ಸಭೆಯಲ್ಲಿ ಉಪಾಧ್ಯಕ್ಷ ಎಲ್.ಆರ್. ರಾಜಣ್ಣ, ನಿರ್ದೇಶಕರಾದ ಸಿ.ಎಸ್. ಶ್ರೀನಿವಾಸ್, ಕೆ.ಎಂ. ಮಂಜುನಾಥ್, ಮುನಿರಾಜು ಉಪಸ್ಥಿತರಿದ್ದರು. xyxy=(589,826,771,1108)
date-kannada: ಶುಕ್ರವಾರ ೧೨ ಸೆಪ್ಟೆಂಬರ್ ೨೦೨೫ xyxy=(1311,95,1482,113)
